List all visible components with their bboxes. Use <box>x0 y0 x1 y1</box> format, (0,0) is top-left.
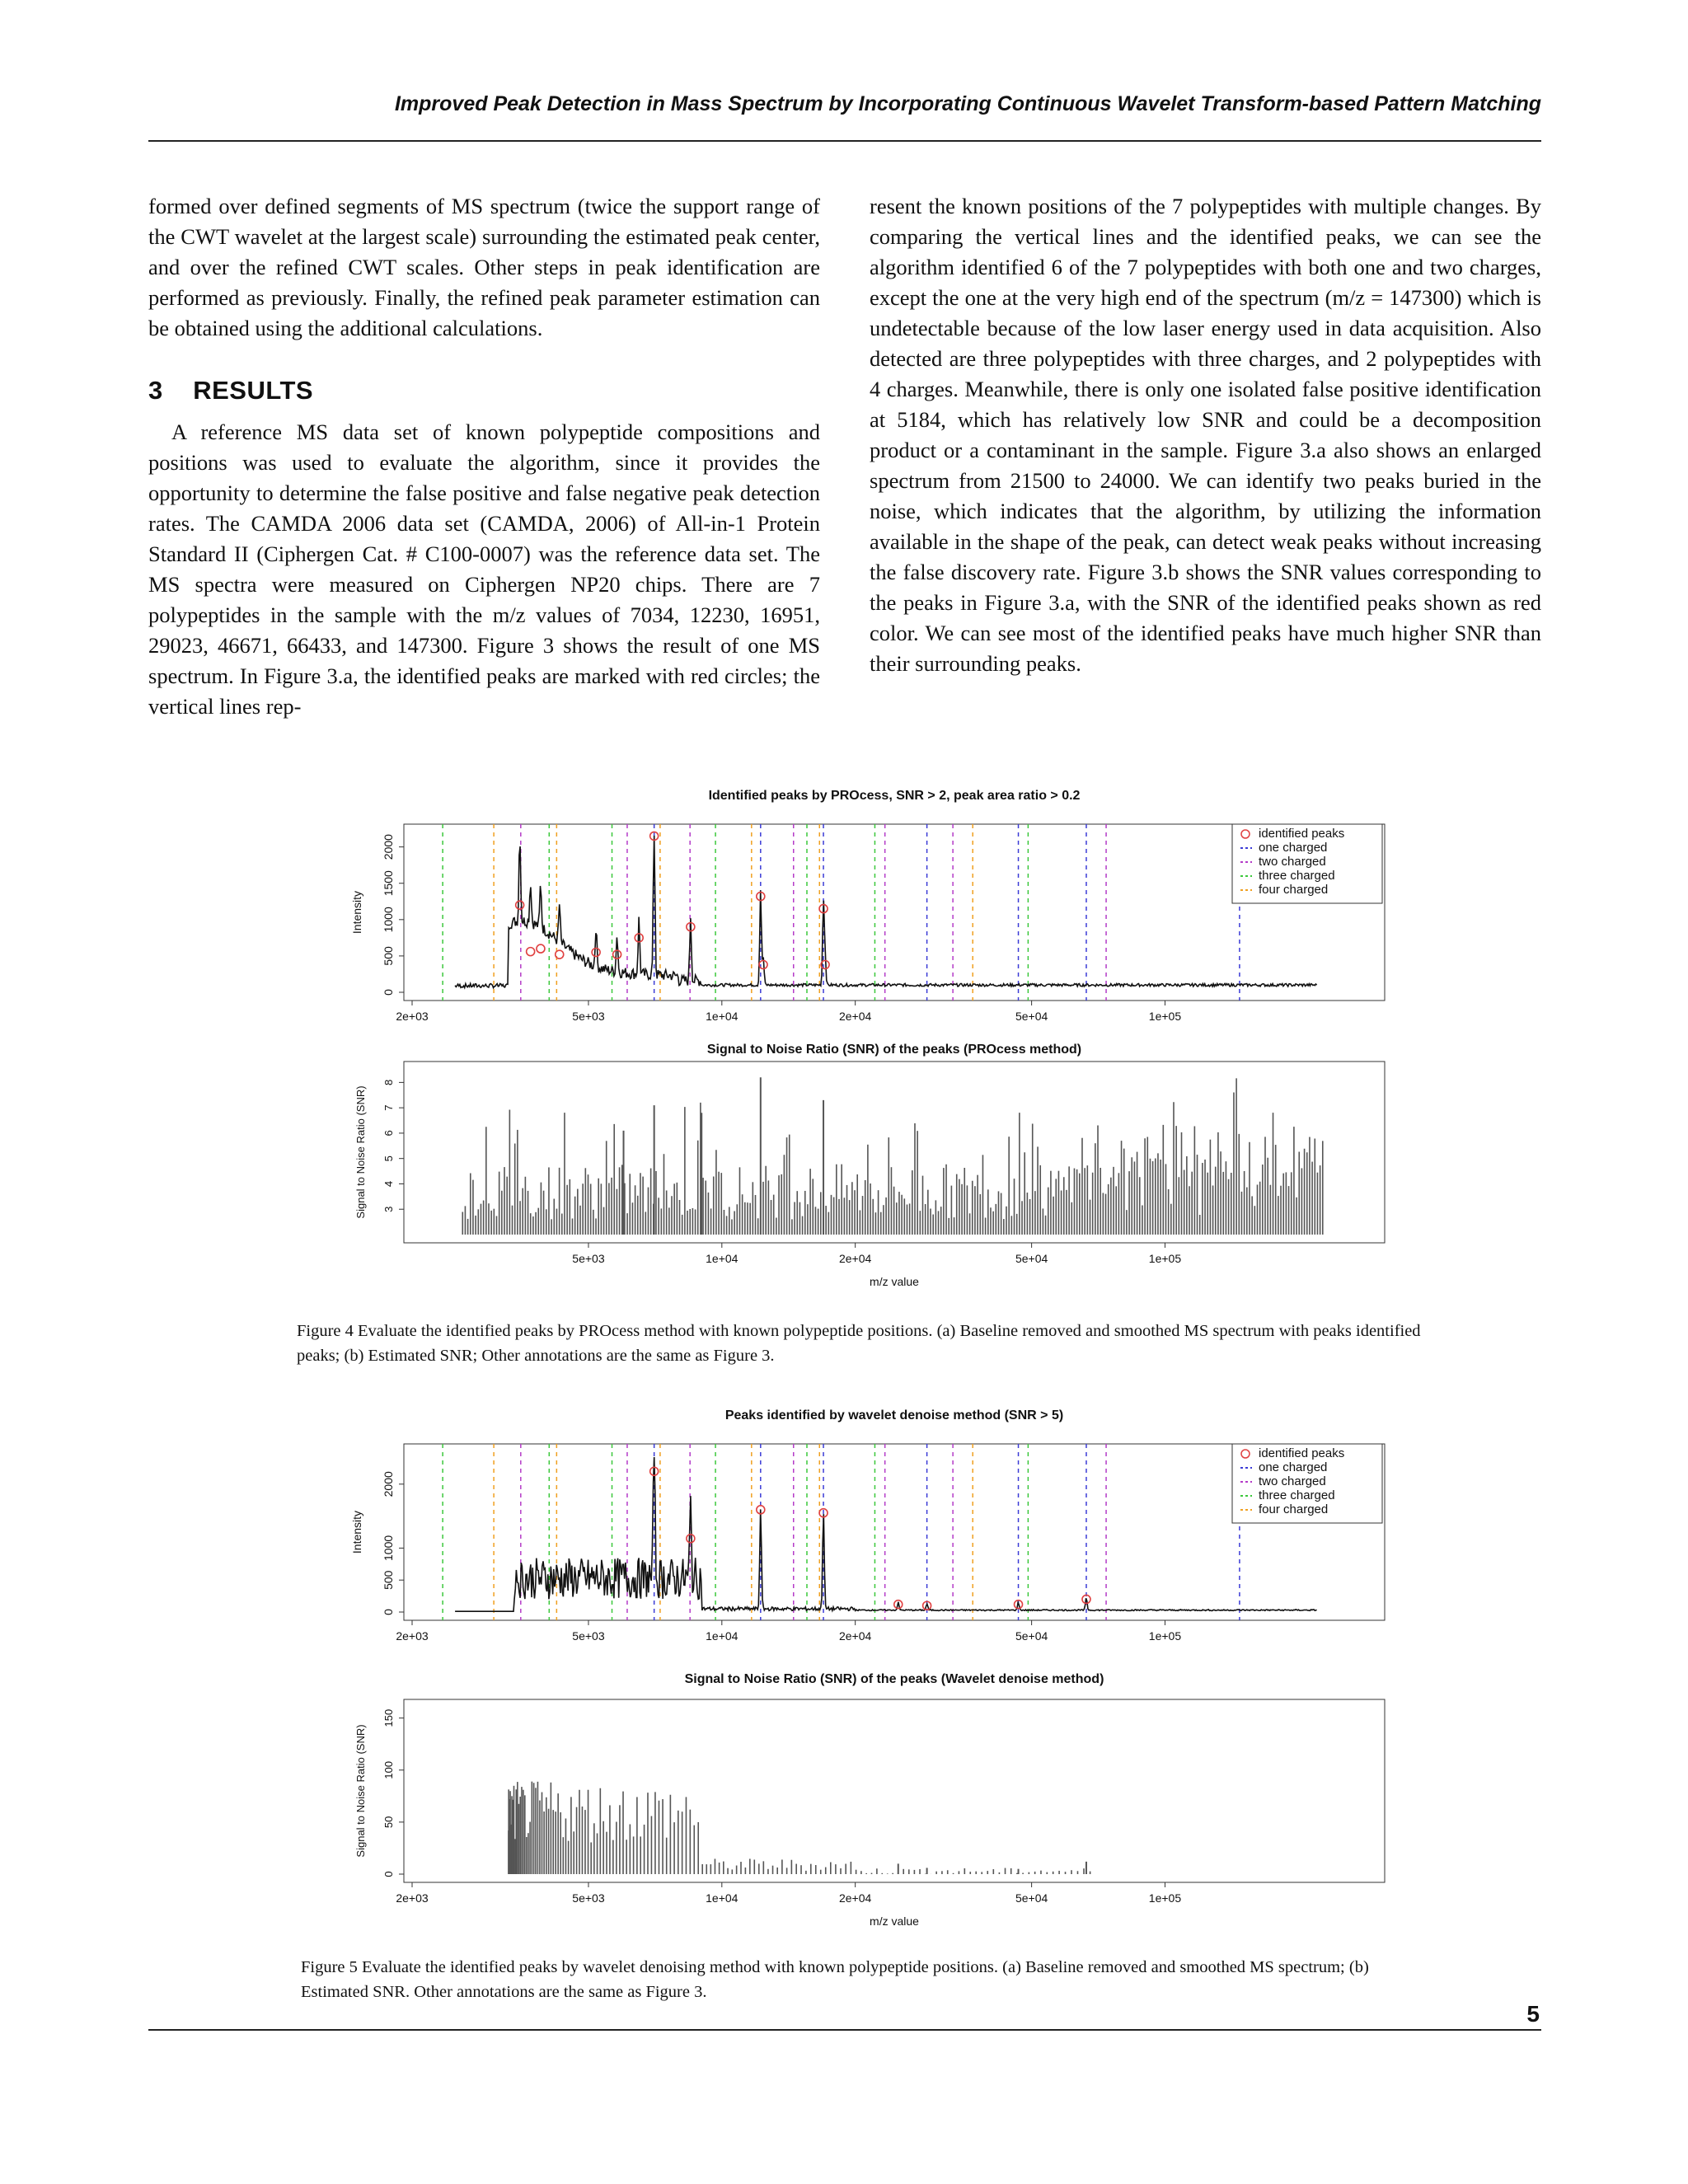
y-tick-label: 1500 <box>382 870 395 897</box>
legend-label: one charged <box>1259 1460 1328 1474</box>
y-axis-label: Signal to Noise Ratio (SNR) <box>354 1085 367 1219</box>
x-tick-label: 1e+04 <box>706 1629 738 1643</box>
paragraph: formed over defined segments of MS spectrum (twice the support range of the CWT wavelet at the largest scale) surrounding the estimated peak center, and over the refined CWT scales. Other steps in peak identification are performed as previously. Finally, the refined peak parameter estimation can be obtained using the additional calculations. <box>148 194 820 340</box>
page-number: 5 <box>1526 2001 1540 2027</box>
peak-marker <box>537 944 545 953</box>
x-tick-label: 2e+03 <box>396 1010 429 1023</box>
x-tick-label: 2e+04 <box>838 1252 872 1265</box>
x-tick-label: 1e+04 <box>706 1010 738 1023</box>
x-tick-label: 1e+04 <box>706 1891 738 1905</box>
y-tick-label: 4 <box>382 1180 395 1188</box>
x-tick-label: 2e+04 <box>838 1891 872 1905</box>
left-column <box>148 191 820 722</box>
x-tick-label: 1e+05 <box>1148 1010 1182 1023</box>
figure-4b-snr <box>313 1037 1401 1301</box>
legend-label: identified peaks <box>1259 1446 1345 1460</box>
spectrum-line <box>455 1457 1317 1611</box>
y-tick-label: 150 <box>382 1708 395 1727</box>
y-tick-label: 1000 <box>382 1535 395 1561</box>
y-tick-label: 50 <box>382 1816 395 1829</box>
x-tick-label: 5e+03 <box>572 1891 605 1905</box>
y-tick-label: 5 <box>382 1155 395 1162</box>
peak-marker <box>592 949 600 957</box>
y-tick-label: 0 <box>382 1609 395 1615</box>
legend-label: three charged <box>1259 869 1335 883</box>
x-tick-label: 2e+04 <box>838 1010 872 1023</box>
figure-5-caption: Figure 5 Evaluate the identified peaks by wavelet denoising method with known polypeptide positions. (a) Baseline removed and smoothed MS spectrum; (b) Estimated SNR. Other annotations are the same as Figure 3. <box>301 1958 1369 2001</box>
running-title: Improved Peak Detection in Mass Spectrum by Incorporating Continuous Wavelet Transform-based Pattern Matching <box>394 92 1541 115</box>
y-tick-label: 2000 <box>382 1471 395 1497</box>
x-tick-label: 5e+03 <box>572 1629 605 1643</box>
peak-marker <box>556 950 564 958</box>
x-tick-label: 1e+04 <box>706 1252 738 1265</box>
y-tick-label: 100 <box>382 1760 395 1779</box>
y-tick-label: 3 <box>382 1206 395 1212</box>
x-tick-label: 5e+04 <box>1015 1629 1048 1643</box>
y-tick-label: 500 <box>382 946 395 966</box>
figure-4a-spectrum <box>313 781 1401 1029</box>
legend-label: two charged <box>1259 1474 1326 1488</box>
y-tick-label: 2000 <box>382 834 395 860</box>
peak-marker <box>613 950 621 958</box>
section-title: RESULTS <box>193 376 314 405</box>
legend-label: four charged <box>1259 883 1329 897</box>
chart-title: Signal to Noise Ratio (SNR) of the peaks (Wavelet denoise method) <box>684 1672 1104 1686</box>
y-tick-label: 0 <box>382 1871 395 1877</box>
y-tick-label: 6 <box>382 1130 395 1137</box>
paragraph: A reference MS data set of known polypeptide compositions and positions was used to evaluate the algorithm, since it provides the opportunity to determine the false positive and false negative peak detection rates. The CAMDA 2006 data set (CAMDA, 2006) of All-in-1 Protein Standard II (Ciphergen Cat. # C100-0007) was the reference data set. The MS spectra were measured on Ciphergen NP20 chips. There are 7 polypeptides in the sample with the m/z values of 7034, 12230, 16951, 29023, 46671, 66433, and 147300. Figure 3 shows the result of one MS spectrum. In Figure 3.a, the identified peaks are marked with red circles; the vertical lines rep- <box>148 419 820 719</box>
legend-label: three charged <box>1259 1488 1335 1502</box>
legend-label: identified peaks <box>1259 827 1345 841</box>
legend-label: four charged <box>1259 1502 1329 1516</box>
figure-5a-spectrum <box>313 1401 1401 1657</box>
x-axis-label: m/z value <box>870 1915 919 1928</box>
x-tick-label: 1e+05 <box>1148 1252 1182 1265</box>
y-tick-label: 8 <box>382 1079 395 1086</box>
x-tick-label: 5e+03 <box>572 1252 605 1265</box>
y-tick-label: 0 <box>382 989 395 996</box>
x-tick-label: 5e+04 <box>1015 1891 1048 1905</box>
right-column <box>870 191 1541 679</box>
chart-title: Signal to Noise Ratio (SNR) of the peaks (PROcess method) <box>706 1043 1082 1057</box>
spectrum-line <box>455 836 1317 988</box>
x-tick-label: 2e+04 <box>838 1629 872 1643</box>
y-tick-label: 7 <box>382 1104 395 1111</box>
y-tick-label: 1000 <box>382 907 395 933</box>
section-heading <box>148 375 820 405</box>
x-tick-label: 2e+03 <box>396 1891 429 1905</box>
y-tick-label: 500 <box>382 1570 395 1590</box>
x-tick-label: 2e+03 <box>396 1629 429 1643</box>
chart-title: Identified peaks by PROcess, SNR > 2, peak area ratio > 0.2 <box>708 789 1081 803</box>
y-axis-label: Signal to Noise Ratio (SNR) <box>354 1724 367 1858</box>
x-tick-label: 5e+04 <box>1015 1010 1048 1023</box>
peak-marker <box>527 948 535 956</box>
y-axis-label: Intensity <box>350 890 363 935</box>
section-number: 3 <box>148 376 163 405</box>
legend-label: one charged <box>1259 841 1328 855</box>
x-tick-label: 1e+05 <box>1148 1891 1182 1905</box>
legend-label: two charged <box>1259 855 1326 869</box>
peak-marker <box>516 901 524 909</box>
y-axis-label: Intensity <box>350 1510 363 1554</box>
header-rule <box>148 140 1541 142</box>
x-tick-label: 5e+04 <box>1015 1252 1048 1265</box>
chart-title: Peaks identified by wavelet denoise method (SNR > 5) <box>724 1408 1064 1422</box>
footer-rule <box>148 2029 1541 2031</box>
x-tick-label: 5e+03 <box>572 1010 605 1023</box>
x-tick-label: 1e+05 <box>1148 1629 1182 1643</box>
paragraph: resent the known positions of the 7 polypeptides with multiple changes. By comparing the vertical lines and the identified peaks, we can see the algorithm identified 6 of the 7 polypeptides with both one and two charges, except the one at the very high end of the spectrum (m/z = 147300) which is undetectable because of the low laser energy used in data acquisition. Also detected are three polypeptides with three charges, and 2 polypeptides with 4 charges. Meanwhile, there is only one isolated false positive identification at 5184, which has relatively low SNR and could be a decomposition product or a contaminant in the sample. Figure 3.a also shows an enlarged spectrum from 21500 to 24000. We can identify two peaks buried in the noise, which indicates that the algorithm, by utilizing the information available in the shape of the peak, can detect weak peaks without increasing the false discovery rate. Figure 3.b shows the SNR values corresponding to the peaks in Figure 3.a, with the SNR of the identified peaks shown as red color. We can see most of the identified peaks have much higher SNR than their surrounding peaks. <box>870 194 1541 676</box>
figure-5b-snr <box>313 1666 1401 1938</box>
figure-4-caption: Figure 4 Evaluate the identified peaks by PROcess method with known polypeptide positions. (a) Baseline removed and smoothed MS spectrum with peaks identified peaks; (b) Estimated SNR; Other annotations are the same as Figure 3. <box>297 1322 1421 1365</box>
x-axis-label: m/z value <box>870 1275 919 1288</box>
